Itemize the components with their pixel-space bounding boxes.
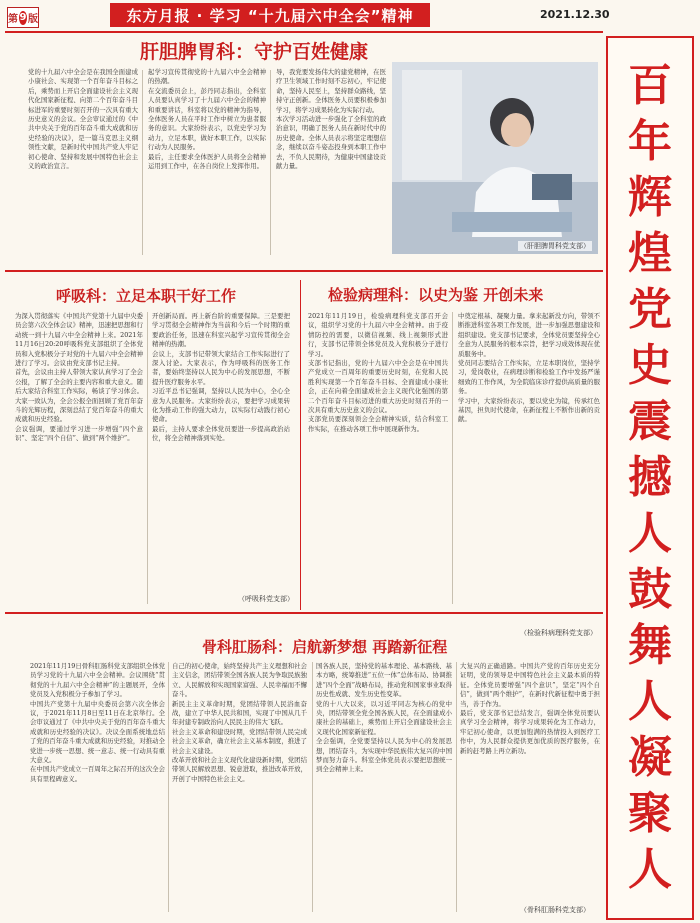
pathology-col1: 2021年11月19日，检验病理科党支部召开会议，组织学习党的十九届六中全会精神。由于疫情防控的需要，以微信视频、线上视频形式进行，支部书记带领全体党员及入党积极分子进行学习。 支部书记指出，党的十九届六中全会是在中国共产党成立一百周年的重要历史时刻，在党和人民胜利实现第一个百年奋斗目标、全面建成小康社会，正在向着全面建成社会主义现代化强国的第二个百年奋斗目标迈进的重大历史时刻召开的一次具有重大历史意义的会议。 支部党员要深刻领会全会精神实质，结合科室工作实际，在推动各项工作中展现新作为。 bbox=[308, 312, 448, 433]
issue-date: 2021.12.30 bbox=[540, 8, 610, 21]
pathology-col2: 中奠定根基、凝聚力量。拿来起新没方向，带领不断推进科室各项工作发展，进一步加强思想建设和组织建设。党支部书记要求，全体党员要坚持全心全意为人民服务的根本宗旨，把学习成效体现在优质服务中。 党员同志要结合工作实际，立足本职岗位，坚持学习，爱岗敬业，在病理诊断和检验工作中发扬严谨细致的工作作风，为全院临床诊疗提供高质量的服务。 学习中，大家纷纷表示，要以党史为镜，传承红色基因，担负时代使命，在新征程上不断作出新的贡献。 bbox=[458, 312, 600, 424]
slogan-character: 人 bbox=[628, 844, 672, 895]
anorectal-title: 骨科肛肠科：启航新梦想 再踏新征程 bbox=[202, 638, 448, 656]
respiratory-title: 呼吸科：立足本职干好工作 bbox=[56, 287, 237, 305]
newspaper-banner: 东方月报 · 学习 “十九届六中全会”精神 bbox=[110, 3, 430, 27]
section-divider bbox=[300, 280, 301, 610]
column-divider bbox=[456, 662, 457, 912]
slogan-character: 人 bbox=[628, 508, 672, 559]
column-divider bbox=[142, 70, 143, 255]
photo-credit: （肝胆脾胃科党支部） bbox=[520, 242, 590, 250]
slogan-character: 凝 bbox=[628, 732, 672, 783]
anorectal-col4: 大复兴的正确道路。中国共产党的百年历史充分证明，党的领导是中国特色社会主义最本质的特征。全体党员要增强“四个意识”，坚定“四个自信”，做到“两个维护”，在新时代新征程中勇于担当，善于作为。 最后，党支部书记总结发言，强调全体党员要认真学习全会精神，将学习成果转化为工作动力，牢记初心使命，以更加饱满的热情投入到医疗工作中，为人民群众提供更加优质的医疗服务，在新的赶考路上再立新功。 bbox=[460, 662, 600, 755]
masthead-rule bbox=[5, 31, 603, 33]
section-separator bbox=[5, 612, 603, 614]
slogan-character: 年 bbox=[628, 116, 672, 167]
page-number: 9 bbox=[19, 12, 27, 23]
column-divider bbox=[312, 662, 313, 912]
page-number-box bbox=[7, 7, 39, 28]
respiratory-credit: （呼吸科党支部） bbox=[238, 595, 294, 603]
slogan-character: 舞 bbox=[628, 620, 672, 671]
pathology-credit: （检验科病理科党支部） bbox=[520, 629, 597, 637]
column-divider bbox=[147, 312, 148, 604]
slogan-character: 百 bbox=[628, 60, 672, 111]
anorectal-col3: 国各族人民，坚持党的基本理论、基本路线、基本方略，统筹推进“五位一体”总体布局、协调推进“四个全面”战略布局，推动党和国家事业取得历史性成就、发生历史性变革。 党的十八大以来，以习近平同志为核心的党中央，团结带领全党全国各族人民，在全面建成小康社会的基础上，乘势而上开启全面建设社会主义现代化国家新征程。 全会强调，全党要坚持以人民为中心的发展思想，团结奋斗，为实现中华民族伟大复兴的中国梦而努力奋斗。科室全体党员表示要把思想统一到全会精神上来。 bbox=[316, 662, 452, 774]
hepatobiliary-col2: 起学习宣传贯彻党的十九届六中全会精神的热潮。 在交流委员会上，彭丹同志指出，全科室人员要认真学习了十九届六中全会的精神和重要讲话，科室将以党的精神为指导，全体医务人员在平时工作中树立为患者服务的意识。大家纷纷表示，以党史学习为动力，立足本职，做好本职工作，以实际行动为人民服务。 最后，主任要求全体医护人员将全会精神运用到工作中，在各自岗位上发挥作用。 bbox=[148, 68, 266, 171]
hepatobiliary-col1: 党的十九届六中全会是在我国全面建成小康社会、实现第一个百年奋斗目标之后，乘势而上开启全面建设社会主义现代化国家新征程、向第二个百年奋斗目标进军的重要时刻召开的一次具有重大历史意义的会议。全会审议通过的《中共中央关于党的百年奋斗重大成就和历史经验的决议》，是一篇马克思主义纲领性文献，是新时代中国共产党人牢记初心使命、坚持和发展中国特色社会主义的政治宣言。 bbox=[28, 68, 138, 171]
slogan-character: 煌 bbox=[628, 228, 672, 279]
anorectal-col1: 2021年11月19日骨科肛肠科党支部组织全体党员学习党的十九届六中全会精神。会议围绕“贯彻党的十九届六中全会精神”的主题展开，全体党员及入党积极分子参加了学习。 中国共产党第十九届中央委员会第六次全体会议，于2021年11月8日至11日在北京举行。全会审议通过了《中共中央关于党的百年奋斗重大成就和历史经验的决议》。决议全面系统地总结了党的百年奋斗重大成就和历史经验，对推动全党进一步统一思想、统一意志、统一行动具有重大意义。 在中国共产党成立一百周年之际召开的这次全会具有里程碑意义。 bbox=[30, 662, 165, 783]
column-divider bbox=[270, 70, 271, 255]
slogan-character: 震 bbox=[628, 396, 672, 447]
column-divider bbox=[452, 312, 453, 604]
slogan-character: 鼓 bbox=[628, 564, 672, 615]
anorectal-col2: 自己的初心使命，始终坚持共产主义理想和社会主义信念，团结带领全国各族人民为争取民族独立、人民解放和实现国家富强、人民幸福而不懈奋斗。 新民主主义革命时期，党团结带领人民浴血奋战，建立了中华人民共和国，实现了中国从几千年封建专制政治向人民民主的伟大飞跃。 社会主义革命和建设时期，党团结带领人民完成社会主义革命，确立社会主义基本制度，推进了社会主义建设。 改革开放和社会主义现代化建设新时期，党团结带领人民解放思想、锐意进取，推进改革开放，开创了中国特色社会主义。 bbox=[172, 662, 307, 783]
nurse-photo bbox=[392, 62, 598, 254]
anorectal-credit: （骨科肛肠科党支部） bbox=[520, 906, 590, 914]
slogan-character: 撼 bbox=[628, 452, 672, 503]
nurse-at-desk-illustration bbox=[392, 62, 598, 254]
respiratory-col1: 为深入贯彻落实《中国共产党第十九届中央委员会第六次全体会议》精神，迅速把思想和行动统一到十九届六中全会精神上来。2021年11月16日20:20呼吸科党支部组织了全体党员和入党积极分子对党的十九届六中全会精神进行了学习。会议由党支部书记主持。 首先，会议由主持人带领大家认真学习了全会公报，了解了全会的主要内容和重大意义。随后大家结合科室工作实际，畅谈了学习体会。大家一致认为，全会公报全面回顾了党百年奋斗的光辉历程，深刻总结了党百年奋斗的重大成就和历史经验。 会议强调，要通过学习进一步增强“四个意识”、坚定“四个自信”、做到“两个维护”。 bbox=[15, 312, 143, 443]
slogan-character: 辉 bbox=[628, 172, 672, 223]
hepatobiliary-col3: 导，我党要发扬伟大的建党精神，在医疗卫生领域工作时刻不忘初心，牢记使命，坚持人民至上，坚持群众路线，坚持守正创新。全体医务人员要积极参加学习，将学习成果转化为实际行动。 本次学习活动进一步强化了全科室的政治意识，明确了医务人员在新时代中的历史使命。全体人员表示将坚定理想信念，继续以奋斗姿态投身到本职工作中去，不负人民期待，为健康中国建设贡献力量。 bbox=[276, 68, 386, 171]
page-prefix: 第 bbox=[8, 14, 18, 25]
masthead bbox=[0, 0, 700, 32]
vertical-slogan-panel bbox=[606, 36, 694, 920]
slogan-character: 聚 bbox=[628, 788, 672, 839]
hepatobiliary-title: 肝胆脾胃科：守护百姓健康 bbox=[140, 41, 369, 63]
slogan-character: 党 bbox=[628, 284, 672, 335]
section-separator bbox=[5, 270, 603, 272]
slogan-character: 史 bbox=[628, 340, 672, 391]
pathology-title: 检验病理科：以史为鉴 开创未来 bbox=[328, 286, 544, 304]
respiratory-col2: 开创新局面。再上新台阶的重要保障。三是要把学习贯彻全会精神作为当前和今后一个时期的重要政治任务，迅速在科室兴起学习宣传贯彻全会精神的热潮。 会议上，支部书记带领大家结合工作实际进行了深入讨论。大家表示，作为呼吸科的医务工作者，要始终坚持以人民为中心的发展思想，不断提升医疗服务水平。 习近平总书记强调，坚持以人民为中心，全心全意为人民服务。大家纷纷表示，要把学习成果转化为推动工作的强大动力，以实际行动践行初心使命。 最后，主持人要求全体党员要进一步提高政治站位，将全会精神落到实处。 bbox=[152, 312, 290, 443]
column-divider bbox=[168, 662, 169, 912]
slogan-character: 人 bbox=[628, 676, 672, 727]
page-suffix: 版 bbox=[28, 14, 38, 25]
